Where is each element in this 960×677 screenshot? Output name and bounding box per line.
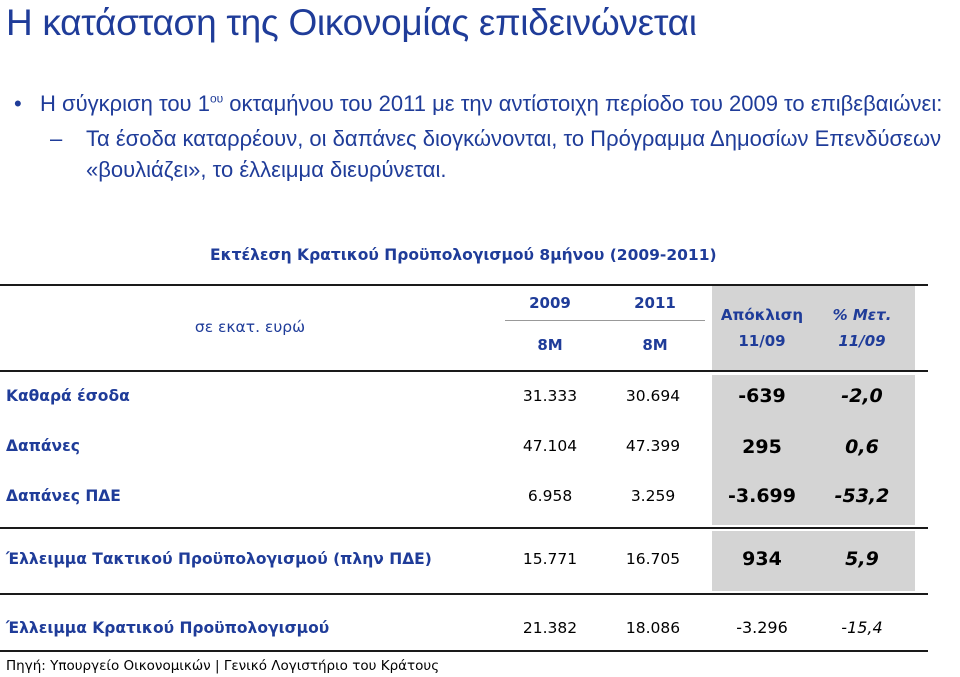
- bullet-dot-icon: •: [14, 91, 22, 116]
- row-label-pde-expenses: Δαπάνες ΠΔΕ: [6, 487, 121, 505]
- row-ordinary-deficit-2009: 15.771: [522, 550, 578, 568]
- row-label-net-revenue: Καθαρά έσοδα: [6, 387, 130, 405]
- row-label-ordinary-deficit: Έλλειμμα Τακτικού Προϋπολογισμού (πλην ΠΔΕ): [6, 550, 432, 568]
- table-rule-row4: [0, 593, 928, 595]
- table-rule-header: [0, 370, 928, 372]
- header-year-2011: 2011: [634, 294, 676, 312]
- bullet-main-superscript: ου: [209, 91, 224, 106]
- table-rule-row3: [0, 527, 928, 529]
- row-state-deficit-deviation: -3.296: [736, 618, 788, 637]
- bullet-list: [14, 88, 944, 185]
- table-rule-year-divider: [505, 320, 705, 321]
- row-expenses-2011: 47.399: [625, 437, 681, 455]
- row-pde-expenses-2011: 3.259: [630, 487, 676, 505]
- table-rule-bottom: [0, 650, 928, 652]
- header-8m-2009: 8M: [537, 336, 563, 354]
- source-note: Πηγή: Υπουργείο Οικονομικών | Γενικό Λογιστήριο του Κράτους: [6, 658, 440, 674]
- row-state-deficit-2011: 18.086: [625, 619, 681, 637]
- bullet-main-text-pre: Η σύγκριση του 1: [40, 91, 210, 116]
- bullet-main: [14, 88, 944, 119]
- row-label-state-deficit: Έλλειμμα Κρατικού Προϋπολογισμού: [6, 619, 330, 637]
- row-expenses-deviation: 295: [742, 436, 782, 458]
- bullet-sub: [14, 123, 944, 185]
- row-net-revenue-deviation: -639: [738, 385, 786, 407]
- row-pde-expenses-deviation: -3.699: [728, 485, 796, 507]
- row-net-revenue-pct: -2,0: [841, 385, 883, 407]
- table-caption: Εκτέλεση Κρατικού Προϋπολογισμού 8μήνου (2009-2011): [210, 246, 717, 264]
- header-pct-line2: 11/09: [838, 332, 886, 350]
- unit-label: σε εκατ. ευρώ: [194, 318, 306, 336]
- row-state-deficit-pct: -15,4: [841, 618, 883, 637]
- highlight-header-diff: [712, 286, 915, 370]
- slide-title: Η κατάσταση της Οικονομίας επιδεινώνεται: [6, 2, 697, 43]
- row-net-revenue-2011: 30.694: [625, 387, 681, 405]
- bullet-dash-icon: –: [50, 126, 63, 151]
- row-ordinary-deficit-2011: 16.705: [625, 550, 681, 568]
- header-year-2009: 2009: [529, 294, 571, 312]
- row-expenses-2009: 47.104: [522, 437, 578, 455]
- row-ordinary-deficit-pct: 5,9: [845, 548, 879, 570]
- header-deviation-line2: 11/09: [738, 332, 786, 350]
- row-net-revenue-2009: 31.333: [522, 387, 578, 405]
- header-deviation-line1: Απόκλιση: [720, 306, 804, 324]
- row-ordinary-deficit-deviation: 934: [742, 548, 782, 570]
- header-8m-2011: 8M: [642, 336, 668, 354]
- row-label-expenses: Δαπάνες: [6, 437, 80, 455]
- row-expenses-pct: 0,6: [845, 436, 879, 458]
- row-pde-expenses-pct: -53,2: [834, 485, 890, 507]
- row-state-deficit-2009: 21.382: [522, 619, 578, 637]
- bullet-main-text-post: οκταμήνου του 2011 με την αντίστοιχη περίοδο του 2009 το επιβεβαιώνει:: [223, 91, 943, 116]
- bullet-sub-text: Τα έσοδα καταρρέουν, οι δαπάνες διογκώνονται, το Πρόγραμμα Δημοσίων Επενδύσεων «βουλιάζει», το έλλειμμα διευρύνεται.: [86, 126, 942, 182]
- header-pct-line1: % Μετ.: [832, 306, 892, 324]
- row-pde-expenses-2009: 6.958: [527, 487, 573, 505]
